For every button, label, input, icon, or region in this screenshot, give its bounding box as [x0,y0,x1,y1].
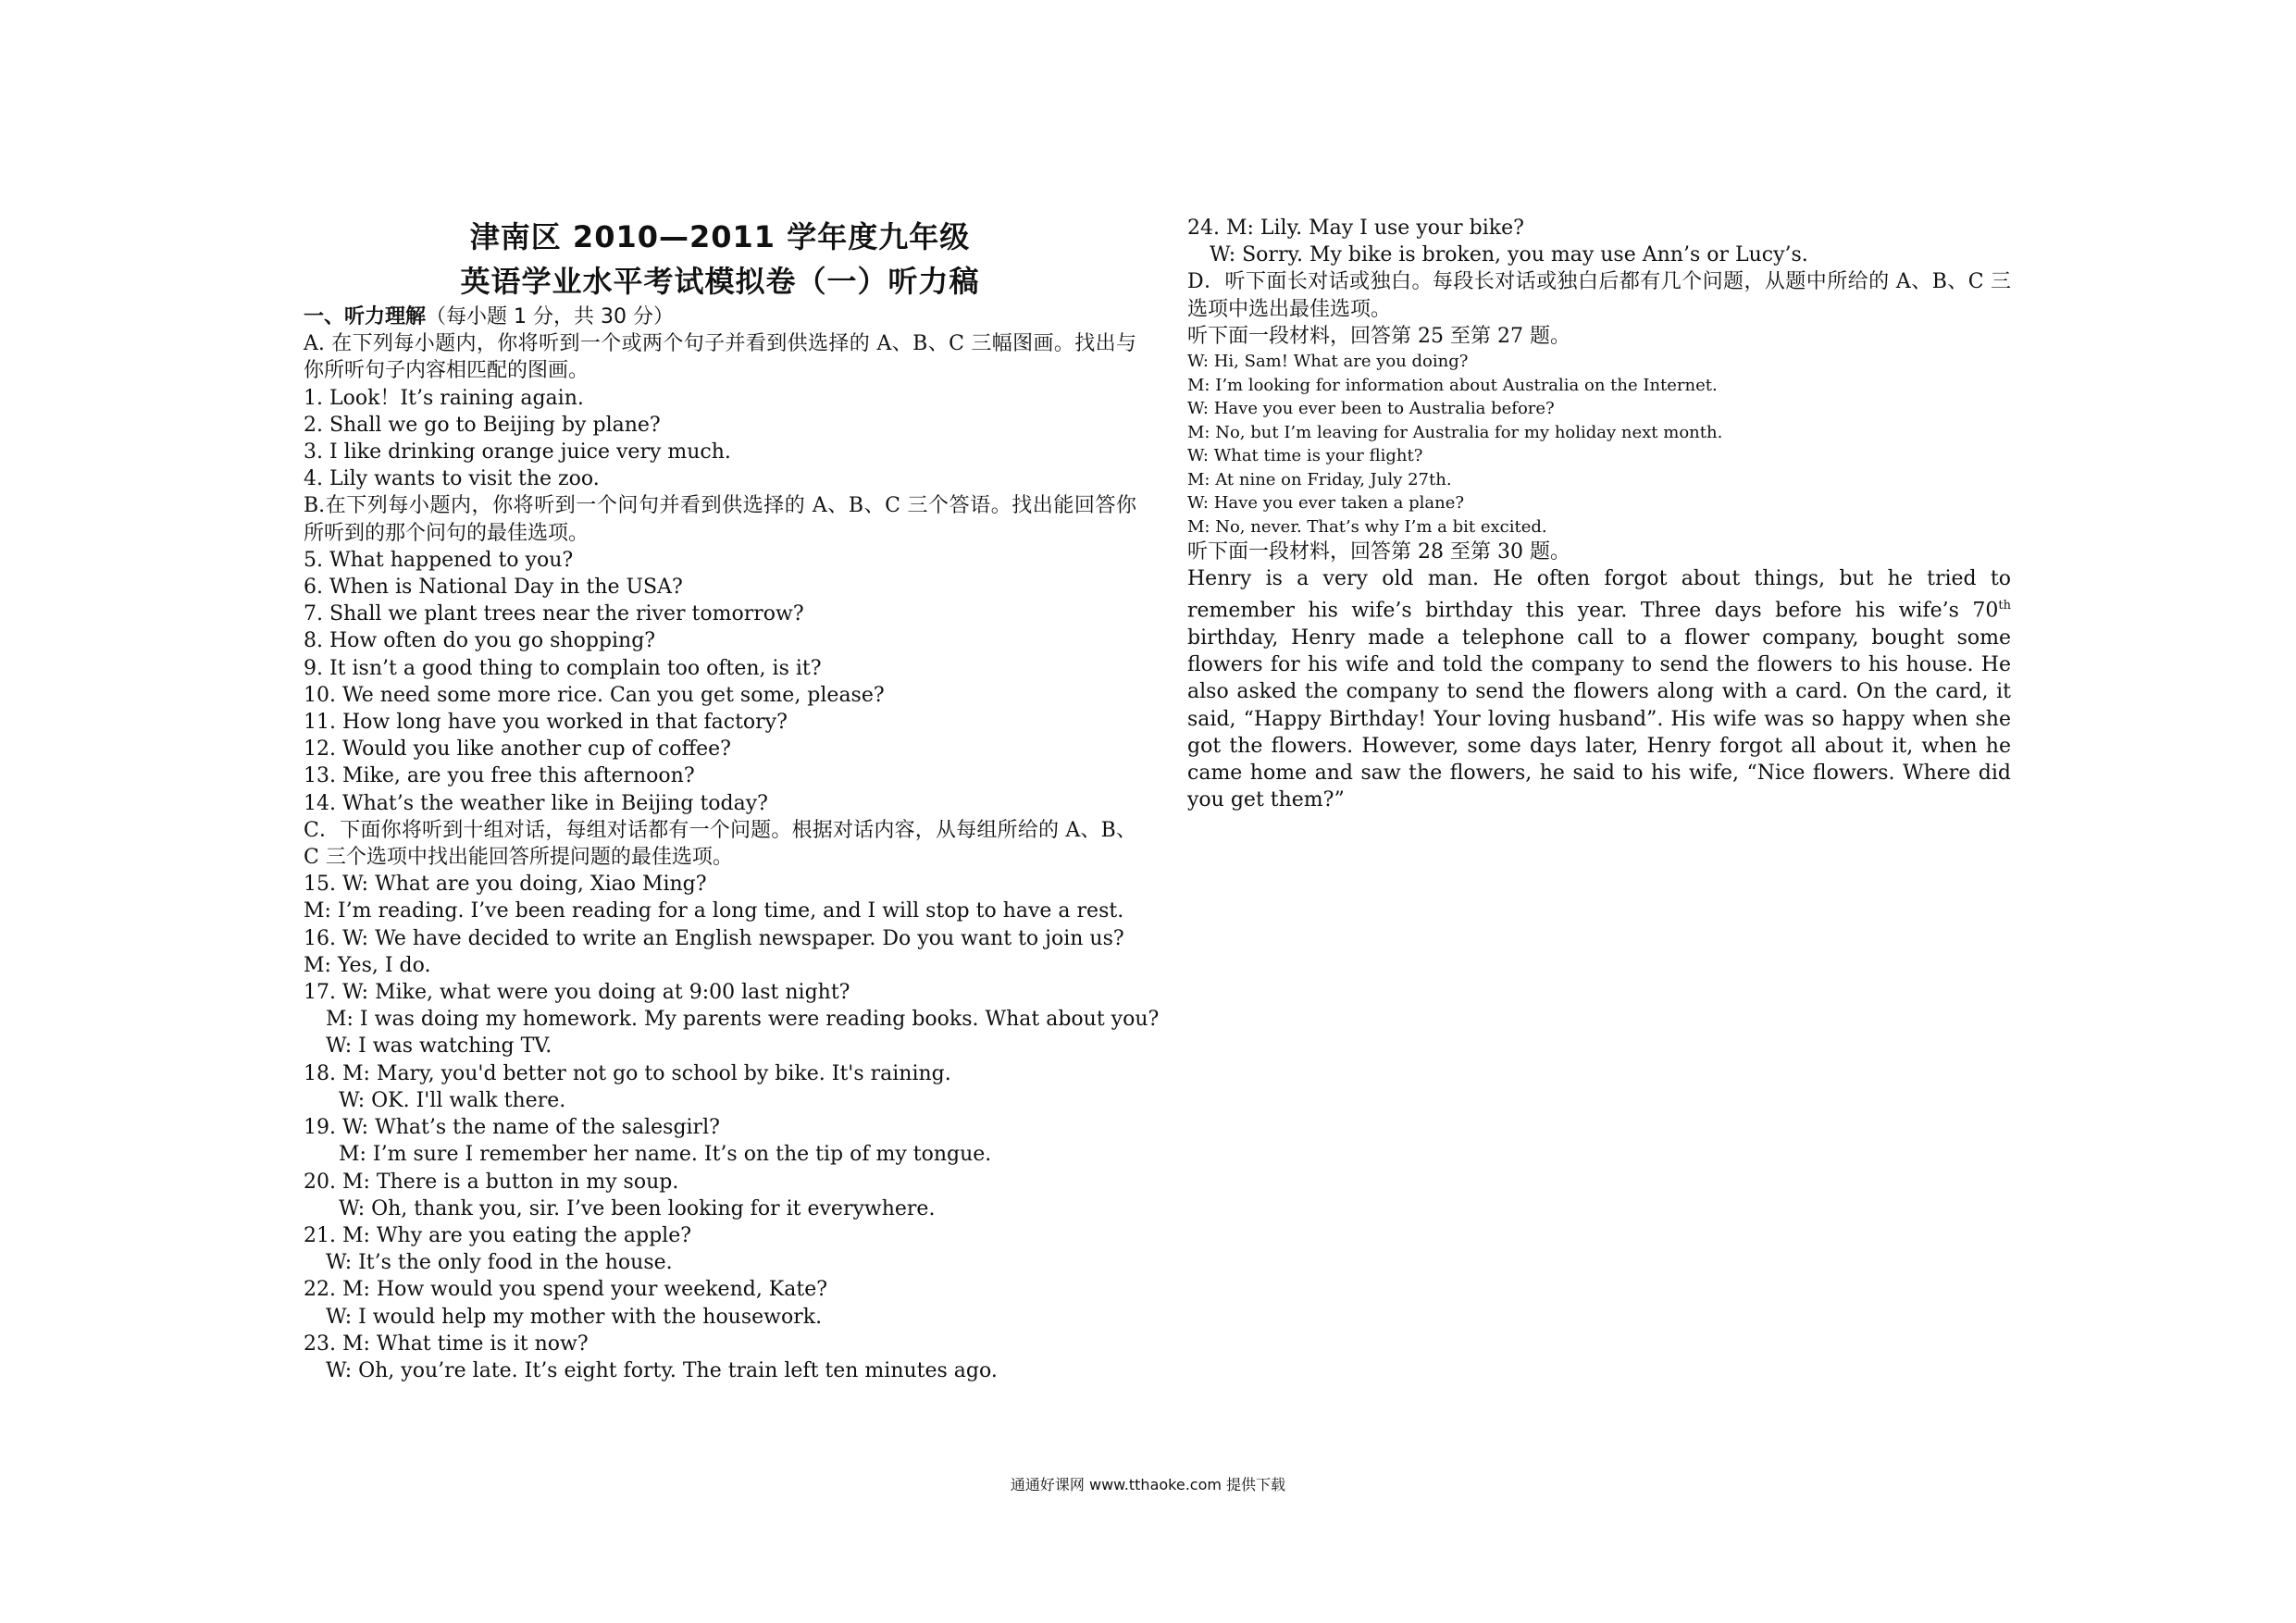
dialogue-line: M: At nine on Friday, July 27th. [1187,469,1452,489]
dialogue-line: W: Sorry. My bike is broken, you may use Ann’s or Lucy’s. [1210,243,1808,267]
title-line-2: 英语学业水平考试模拟卷（一）听力稿 [460,264,980,299]
dialogue-line: 17. W: Mike, what were you doing at 9:00 last night? [304,981,850,1005]
left-column [304,215,1160,1384]
page-title [304,215,1136,304]
part-b-instruction: B.在下列每小题内，你将听到一个问句并看到供选择的 A、B、C 三个答语。找出能回答你所听到的那个问句的最佳选项。 [304,494,1136,545]
dialogue-line: W: It’s the only food in the house. [326,1251,673,1275]
dialogue-line: W: I was watching TV. [326,1035,552,1059]
dialogue-line: 22. M: How would you spend your weekend, Kate? [304,1278,828,1302]
passage-part-b: birthday, Henry made a telephone call to a flower company, bought some flowers for his wife and told the company to send the flowers to his house. He also asked the company to send the flowers along with a card. On the card, it said, “Happy Birthday! Your loving husband”. His wife was so happy when she got the flowers. However, some days later, Henry forgot all about it, when he came home and saw the flowers, he said to his wife, “Nice flowers. Where did you get them?” [1187,626,2011,812]
dialogue-line: M: No, but I’m leaving for Australia for my holiday next month. [1187,422,1723,442]
title-line-1: 津南区 2010—2011 学年度九年级 [469,219,971,254]
passage-part-a: Henry is a very old man. He often forgot about things, but he tried to remember his wife’s birthday this year. Three days before his wife’s 70 [1187,567,2011,623]
list-item: 13. Mike, are you free this afternoon? [304,764,695,788]
dialogue-line: 21. M: Why are you eating the apple? [304,1223,692,1247]
dialogue-line: W: What time is your flight? [1187,446,1423,466]
dialogue-line: M: I’m reading. I’ve been reading for a long time, and I will stop to have a rest. [304,899,1124,923]
dialogue-line: 18. M: Mary, you'd better not go to school by bike. It's raining. [304,1061,951,1085]
dialogue-line: W: Have you ever taken a plane? [1187,493,1465,514]
part-d-instruction: D．听下面长对话或独白。每段长对话或独白后都有几个问题，从题中所给的 A、B、C 三选项中选出最佳选项。 [1187,270,2011,321]
list-item: 9. It isn’t a good thing to complain too often, is it? [304,656,822,680]
list-item: 3. I like drinking orange juice very much. [304,440,731,465]
dialogue-line: 16. W: We have decided to write an English newspaper. Do you want to join us? [304,926,1124,950]
dialogue-line: 24. M: Lily. May I use your bike? [1187,217,1524,240]
list-item: 12. Would you like another cup of coffee? [304,737,731,762]
dialogue-line: 19. W: What’s the name of the salesgirl? [304,1116,720,1140]
list-item: 10. We need some more rice. Can you get some, please? [304,683,885,707]
list-item: 4. Lily wants to visit the zoo. [304,467,600,491]
material-intro-2: 听下面一段材料，回答第 28 至第 30 题。 [1187,540,1570,564]
dialogue-line: M: I’m looking for information about Australia on the Internet. [1187,375,1718,395]
material-intro-1: 听下面一段材料，回答第 25 至第 27 题。 [1187,324,1570,348]
section-title: 一、听力理解 [304,305,427,328]
section-note: （每小题 1 分，共 30 分） [426,305,674,328]
dialogue-line: W: I would help my mother with the housework. [326,1305,823,1329]
part-a-instruction: A. 在下列每小题内，你将听到一个或两个句子并看到供选择的 A、B、C 三幅图画。找出与你所听句子内容相匹配的图画。 [304,332,1136,383]
list-item: 7. Shall we plant trees near the river tomorrow? [304,602,804,626]
dialogue-line: M: I was doing my homework. My parents were reading books. What about you? [326,1008,1160,1032]
passage-superscript: th [1998,599,2011,613]
dialogue-line: W: Oh, you’re late. It’s eight forty. The train left ten minutes ago. [326,1358,998,1382]
list-item: 8. How often do you go shopping? [304,629,656,653]
dialogue-line: M: No, never. That’s why I’m a bit excited. [1187,516,1547,537]
list-item: 2. Shall we go to Beijing by plane? [304,413,661,437]
dialogue-line: 23. M: What time is it now? [304,1332,589,1356]
dialogue-line: 15. W: What are you doing, Xiao Ming? [304,873,707,897]
dialogue-line: W: Oh, thank you, sir. I’ve been looking for it everywhere. [339,1196,936,1220]
dialogue-line: M: Yes, I do. [304,953,431,977]
dialogue-line: W: Hi, Sam! What are you doing? [1187,352,1469,372]
dialogue-line: 20. M: There is a button in my soup. [304,1170,679,1194]
right-column [1187,215,2011,813]
list-item: 5. What happened to you? [304,548,574,572]
section-heading [304,304,1136,330]
footer-credit: 通通好课网 www.tthaoke.com 提供下载 [1010,1476,1286,1493]
dialogue-line: W: Have you ever been to Australia before? [1187,399,1555,419]
part-c-instruction: C．下面你将听到十组对话，每组对话都有一个问题。根据对话内容，从每组所给的 A、B、C 三个选项中找出能回答所提问题的最佳选项。 [304,818,1136,870]
list-item: 6. When is National Day in the USA? [304,576,683,600]
dialogue-line: W: OK. I'll walk there. [339,1088,566,1112]
list-item: 1. Look！It’s raining again. [304,386,584,410]
dialogue-line: M: I’m sure I remember her name. It’s on the tip of my tongue. [339,1143,992,1167]
list-item: 11. How long have you worked in that factory? [304,711,788,735]
story-passage [1187,565,2011,813]
list-item: 14. What’s the weather like in Beijing today? [304,791,768,815]
